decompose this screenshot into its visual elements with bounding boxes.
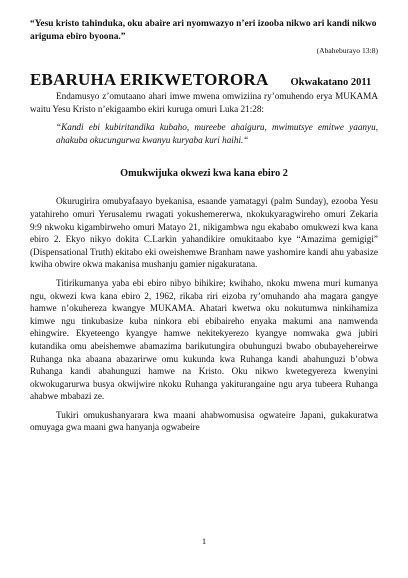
title-date: Okwakatano 2011 [290,77,372,88]
title-row [30,70,378,90]
body-paragraph-2: Titirikumanya yaba ebi ebiro nibyo bihikire; kwihaho, nkoku mwena muri kumanya ngu, okwezi kwa kana ebiro 2, 1962, rikaba riri eizoba ry’omuhando aha magara gangye hamwe n’okuhereza kwangye MUKAMA. Ahatari kwetwa oku nokutumwa ninkihamiza kimwe ngu tinkubasize kuba ninkora ebi ebibaireho enyaka makumi ana namwenda ehingwire. Ekyeteengo kyangye hamwe nekitekyerezo kyangye nomwaka gwa jubiri kutandika omu abeishemwe abamazima barikutungira obuhunguzi bwabo obubayehereirwe Ruhanga nka abaana abazarirwe omu kukunda kwa Ruhanga kandi abahunguzi b’obwa Ruhanga kandi abahunguzi hamwe na Kristo. Oku nikwo kwetegyereza kwenyini okwokugarurwa busya okwijwire nkoku Ruhanga yakiturangaine ngu arya tubeera Ruhanga ahabwe mbabazi ze. [30,277,378,402]
section-heading: Omukwijuka okwezi kwa kana ebiro 2 [120,168,288,180]
body-paragraph-3: Tukiri omukushanyarara kwa maani ahabwomusisa ogwateire Japani, gukakuratwa omuyaga gwa maani gwa hanyanja ogwabeire [30,409,378,433]
page-number: 1 [201,536,207,546]
body-paragraph-1: Okurugirira omubyafaayo byekanisa, esaande yamatagyi (palm Sunday), ezooba Yesu yatahireho omuri Yerusalemu rwagati yokushemererwa, nkokukyaragwireho omuri Zekaria 9:9 nkwoku kigambirweho omuri Matayo 21, nikigambwa ngu ekababo omukwezi kwa kana ebiro 2. Ekyo nikyo dokita C.Larkin yahandikire omukitaabo kye “Amazima gemigigi” (Dispensational Truth) ekitabo eki oweishemwe Branham nawe yashomire kandi ahu yabasize kwiha obwire okwa makanisa mushanju gamier nigakuratana. [30,196,378,270]
epigraph-reference: (Abaheburayo 13:8) [316,46,378,55]
intro-paragraph: Endamusyo z’omutaano ahari imwe mwena omwiziina ry’omuhendo erya MUKAMA waitu Yesu Kristo n’ekigaambo ekiri kuruga omuri Luka 21:28: [30,91,378,114]
page-title: EBARUHA ERIKWETORORA [30,70,269,89]
scripture-quote: “Kandi ebi kubiritandika kubaho, mureebe ahaiguru, mwimutsye emitwe yaanyu, ahakuba okucungurwa kwanyu kuryaba kuri haihi.“ [56,122,378,145]
epigraph-text: “Yesu kristo tahinduka, oku abaire ari nyomwazyo n’eri izooba nikwo ari kandi nikwo ariguma ebiro byoona.” [30,19,377,42]
